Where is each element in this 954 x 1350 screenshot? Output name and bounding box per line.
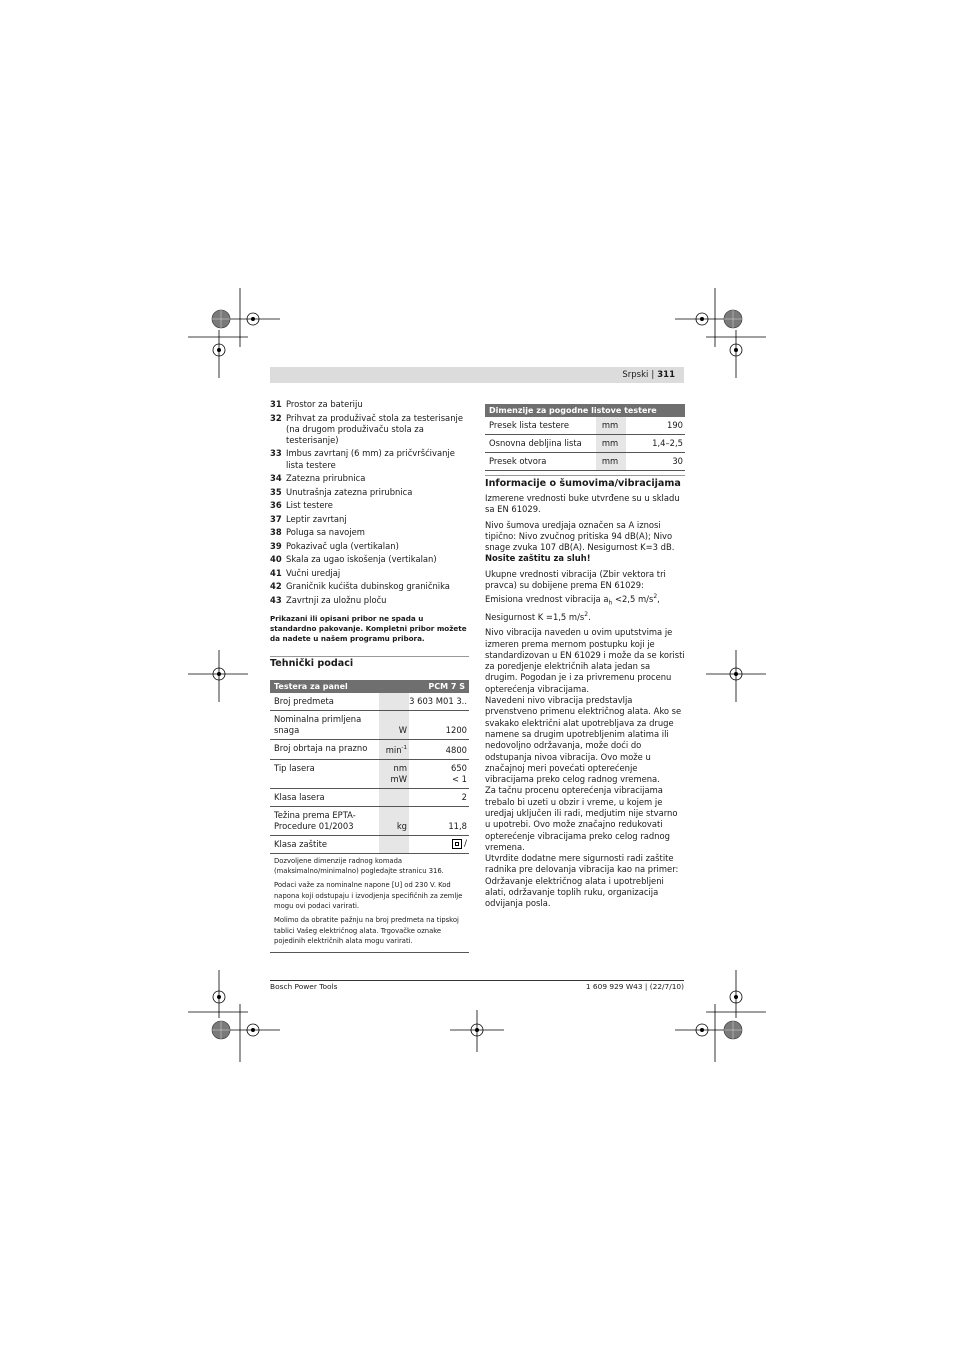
- spec-label: Nominalna primljena snaga: [274, 714, 362, 735]
- spec-unit: nm mW: [379, 760, 409, 788]
- vib-emission-value: <2,5 m/s: [612, 594, 654, 605]
- part-number: 39: [270, 540, 282, 551]
- dims-label: Presek otvora: [489, 456, 547, 466]
- part-item: [270, 473, 470, 484]
- spec-label: Klasa zaštite: [274, 838, 328, 849]
- vib-unc-sup: 2: [584, 611, 589, 619]
- spec-unit: [379, 789, 409, 806]
- part-text: Zavrtnji za uložnu ploču: [286, 594, 387, 605]
- part-item: [270, 514, 470, 525]
- part-item: [270, 527, 470, 538]
- vib-comma: ,: [657, 594, 660, 605]
- spec-unit: [379, 693, 409, 710]
- protection-class-icon: /: [409, 839, 467, 850]
- dims-value: 30: [672, 456, 683, 466]
- part-text: Graničnik kućišta dubinskog graničnika: [286, 581, 450, 592]
- spec-footnotes: [270, 854, 469, 952]
- spec-bottom-rule: [270, 952, 469, 953]
- footer-rule: [270, 980, 684, 981]
- part-item: [270, 581, 470, 592]
- spec-row: [270, 711, 469, 740]
- noise-p3a: Ukupne vrednosti vibracija (Zbir vektora tri pravca) su dobijene prema EN 61029:: [485, 568, 666, 591]
- part-text: Zatezna prirubnica: [286, 473, 366, 484]
- part-number: 43: [270, 594, 282, 605]
- noise-section-rule: [485, 475, 685, 476]
- header-language: Srpski: [622, 370, 649, 380]
- noise-p7: Utvrdite dodatne mere sigurnosti radi zaštite radnika pre delovanja vibracija kao na primer: Održavanje električnog alata i upotrebljeni alati, održavanje toplih ruku, organizacija odvijanja posla.: [485, 853, 679, 909]
- dims-label: Osnovna debljina lista: [489, 438, 582, 448]
- spec-label: Broj predmeta: [274, 696, 334, 706]
- part-text: Prihvat za produživač stola za testerisanje (na drugom produživaču stola za testerisanje): [286, 412, 463, 445]
- spec-label: Broj obrtaja na prazno: [274, 743, 368, 753]
- page-header: [622, 369, 675, 381]
- part-text: Poluga sa navojem: [286, 527, 365, 538]
- spec-label: Klasa lasera: [274, 791, 325, 802]
- dims-row: [485, 435, 685, 453]
- vib-uncertainty: Nesigurnost K =1,5 m/s: [485, 611, 585, 622]
- spec-row: [270, 789, 469, 807]
- spec-row: [270, 740, 469, 760]
- spec-header-left: Testera za panel: [274, 682, 348, 691]
- spec-table: [270, 680, 469, 953]
- spec-value: 11,8: [448, 820, 467, 831]
- dims-label: Presek lista testere: [489, 420, 570, 430]
- noise-p2-bold: [485, 553, 685, 564]
- spec-row: [270, 807, 469, 836]
- spec-label: Težina prema EPTA-Procedure 01/2003: [274, 809, 356, 831]
- spec-footnote: Podaci važe za nominalne napone [U] od 230 V. Kod napona koji odstupaju i izvodjenja specifičnih za zemlje mogu ovi podaci varirati.: [274, 881, 463, 910]
- spec-header-right: PCM 7 S: [428, 682, 465, 691]
- spec-row: [270, 836, 469, 854]
- dims-row: [485, 453, 685, 471]
- spec-footnote: Molimo da obratite pažnju na broj predmeta na tipskoj tablici Vašeg električnog alata. Trgovačke oznake pojedinih električnih alata mogu varirati.: [274, 916, 459, 945]
- vib-emission-label: Emisiona vrednost vibracija a: [485, 594, 609, 605]
- page-number: 311: [657, 370, 675, 380]
- part-text: Leptir zavrtanj: [286, 513, 347, 524]
- accessories-note: Prikazani ili opisani pribor ne spada u standardno pakovanje. Kompletni pribor možete da nadete u našem programu pribora.: [270, 614, 467, 643]
- dims-value: 190: [667, 420, 683, 430]
- part-item: [270, 541, 470, 552]
- dims-unit: mm: [596, 453, 626, 470]
- spec-footnote: Dozvoljene dimenzije radnog komada (maksimalno/minimalno) pogledajte stranicu 316.: [274, 856, 444, 876]
- dims-unit: mm: [596, 417, 626, 434]
- part-item: [270, 595, 470, 606]
- noise-p4: Nivo vibracija naveden u ovim uputstvima je izmeren prema mernom postupku koji je standardizovan u EN 61029 i može da se koristi za poredjenje električnih alata jedan sa drugim. Pogodan je i za privremenu procenu opterećenja vibracijama.: [485, 627, 685, 694]
- part-item: [270, 568, 470, 579]
- part-number: 40: [270, 554, 282, 565]
- part-number: 31: [270, 399, 282, 409]
- spec-unit: W: [379, 711, 409, 739]
- footer-doc-number: 1 609 929 W43 | (22/7/10): [585, 982, 684, 991]
- part-item: [270, 413, 470, 447]
- spec-table-header: [270, 680, 469, 693]
- dims-title: Dimenzije za pogodne listove testere: [489, 406, 657, 415]
- spec-value: 4800: [445, 744, 467, 755]
- tech-section-title: Tehnički podaci: [270, 658, 354, 669]
- noise-p1: Izmerene vrednosti buke utvrđene su u skladu sa EN 61029.: [485, 493, 680, 515]
- part-text: Skala za ugao iskošenja (vertikalan): [286, 554, 437, 565]
- spec-value: [409, 836, 469, 853]
- noise-section-title: Informacije o šumovima/vibracijama: [485, 478, 681, 489]
- spec-row: [270, 760, 469, 789]
- spec-row: [270, 693, 469, 711]
- parts-list: [270, 399, 470, 608]
- vib-sup: 2: [653, 593, 658, 601]
- noise-body: [485, 493, 685, 910]
- vib-sub: h: [608, 599, 613, 607]
- noise-p2: Nivo šumova uredjaja označen sa A iznosi tipično: Nivo zvučnog pritiska 94 dB(A); Nivo snage zvuka 107 dB(A). Nesigurnost K=3 dB.: [485, 519, 675, 553]
- noise-p5: Navedeni nivo vibracija predstavlja prvenstveno primenu električnog alata. Ako se svakako električni alat upotrebljava za druge namene sa drugim upotrebljenim alatima ili nedovoljno održavanja, može doći do odstupanja nivoa vibracija. Ovo može u značajnoj meri povećati opterećenje vibracijama preko celog radnog vremena.: [485, 695, 682, 785]
- part-number: 41: [270, 567, 282, 578]
- spec-label: Tip lasera: [274, 762, 315, 773]
- spec-value: 2: [461, 791, 467, 802]
- part-text: Prostor za bateriju: [286, 399, 363, 409]
- spec-unit: $\min^{-1}$: [379, 740, 409, 759]
- part-text: Imbus zavrtanj (6 mm) za pričvršćivanje lista testere: [286, 448, 455, 470]
- header-separator: |: [651, 370, 655, 380]
- spec-value: 3 603 M01 3..: [409, 696, 467, 706]
- spec-value: 1200: [445, 725, 467, 735]
- spec-unit: kg: [379, 807, 409, 835]
- part-text: Vučni uredjaj: [286, 567, 341, 578]
- part-text: Pokazivač ugla (vertikalan): [286, 540, 399, 551]
- hearing-protection-warning: Nosite zaštitu za sluh!: [485, 553, 591, 564]
- dims-table-header: [485, 404, 685, 417]
- part-text: Unutrašnja zatezna prirubnica: [286, 486, 413, 497]
- part-number: 37: [270, 513, 282, 524]
- part-number: 36: [270, 500, 282, 511]
- vib-period: .: [588, 611, 591, 622]
- part-item: [270, 448, 470, 470]
- noise-p3b: [485, 591, 685, 609]
- part-number: 35: [270, 486, 282, 497]
- part-item: [270, 487, 470, 498]
- part-number: 32: [270, 412, 282, 423]
- noise-p3c: [485, 609, 685, 623]
- part-item: [270, 500, 470, 511]
- dims-table: [485, 404, 685, 471]
- spec-rows: [270, 693, 469, 854]
- spec-value: 650 < 1: [451, 762, 467, 784]
- footer-brand: Bosch Power Tools: [270, 982, 338, 991]
- spec-unit: [379, 836, 409, 853]
- part-number: 38: [270, 527, 282, 538]
- part-number: 42: [270, 581, 282, 592]
- part-item: [270, 554, 470, 565]
- part-text: List testere: [286, 500, 333, 511]
- part-item: [270, 399, 470, 410]
- noise-p6: Za tačnu procenu opterećenja vibracijama trebalo bi uzeti u obzir i vreme, u kojem je uredjaj uključen ili radi, medjutim nije stvarno u upotrebi. Ovo može značajno redukovati opterećenje vibracijama preko celog radnog vremena.: [485, 785, 678, 852]
- dims-rows: [485, 417, 685, 471]
- dims-row: [485, 417, 685, 435]
- part-number: 33: [270, 448, 282, 459]
- dims-unit: mm: [596, 435, 626, 452]
- tech-section-rule: [270, 656, 469, 657]
- part-number: 34: [270, 473, 282, 484]
- dims-value: 1,4–2,5: [652, 438, 683, 448]
- page-header-bar: [270, 367, 684, 383]
